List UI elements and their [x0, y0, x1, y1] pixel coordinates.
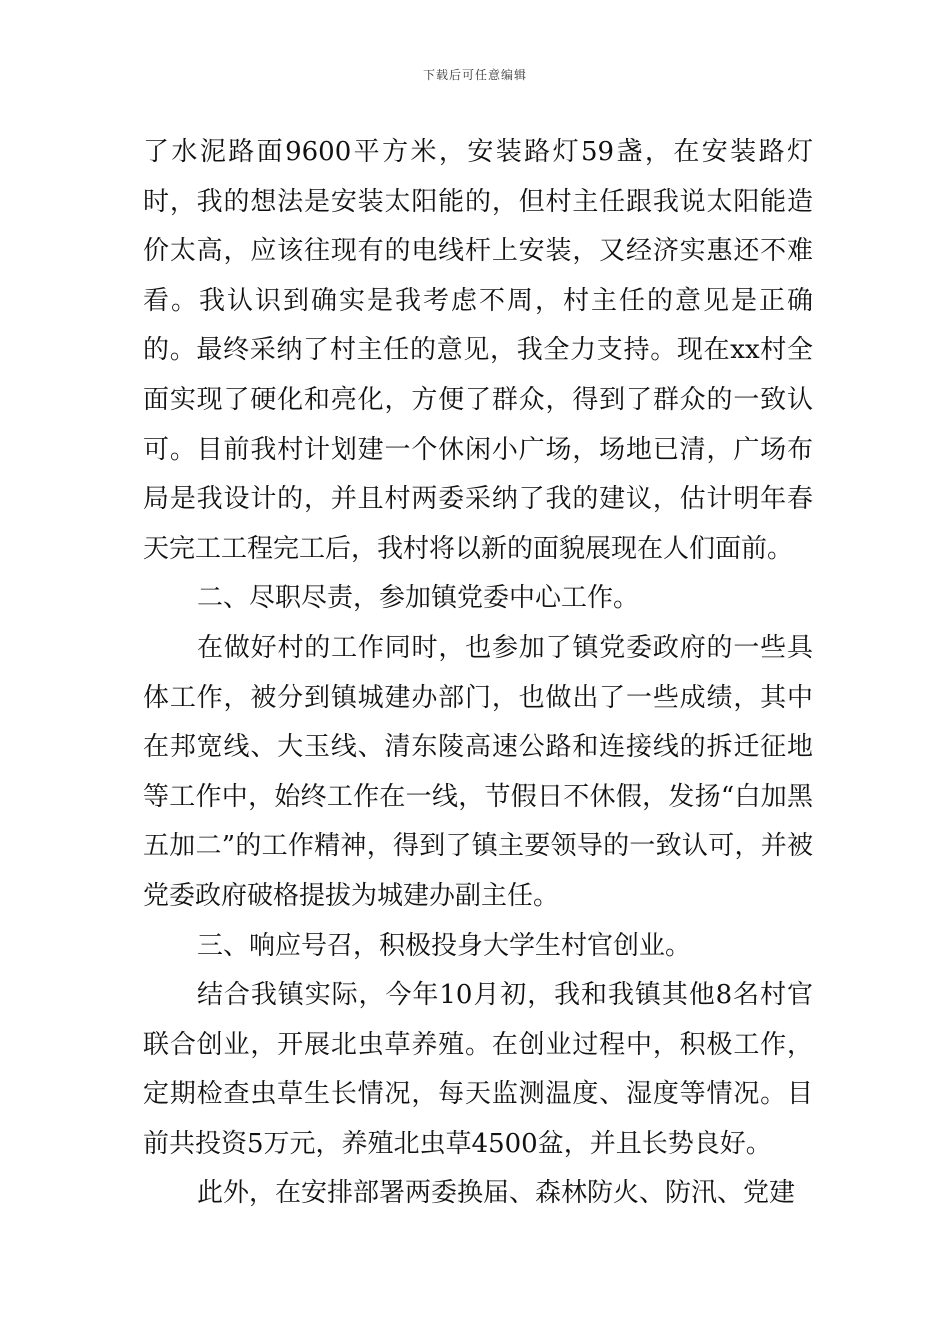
document-body: [143, 128, 813, 1219]
page-header-note: 下载后可任意编辑: [422, 68, 527, 82]
section-heading-2: 二、尽职尽责，参加镇党委中心工作。: [197, 583, 640, 614]
paragraph-continuation: 了水泥路面9600平方米，安装路灯59盏，在安装路灯时，我的想法是安装太阳能的，但村主任跟我说太阳能造价太高，应该往现有的电线杆上安装，又经济实惠还不难看。我认识到确实是我考虑不周，村主任的意见是正确的。最终采纳了村主任的意见，我全力支持。现在xx村全面实现了硬化和亮化，方便了群众，得到了群众的一致认可。目前我村计划建一个休闲小广场，场地已清，广场布局是我设计的，并且村两委采纳了我的建议，估计明年春天完工工程完工后，我村将以新的面貌展现在人们面前。: [143, 137, 813, 564]
paragraph-section-3: 结合我镇实际，今年10月初，我和我镇其他8名村官联合创业，开展北虫草养殖。在创业过程中，积极工作，定期检查虫草生长情况，每天监测温度、湿度等情况。目前共投资5万元，养殖北虫草4500盆，并且长势良好。: [143, 980, 813, 1159]
paragraph-additional: 此外，在安排部署两委换届、森林防火、防汛、党建: [197, 1178, 796, 1209]
section-heading-3: 三、响应号召，积极投身大学生村官创业。: [197, 930, 692, 961]
paragraph-section-2: 在做好村的工作同时，也参加了镇党委政府的一些具体工作，被分到镇城建办部门，也做出了一些成绩，其中在邦宽线、大玉线、清东陵高速公路和连接线的拆迁征地等工作中，始终工作在一线，节假日不休假，发扬“白加黑五加二”的工作精神，得到了镇主要领导的一致认可，并被党委政府破格提拔为城建办副主任。: [143, 632, 813, 911]
